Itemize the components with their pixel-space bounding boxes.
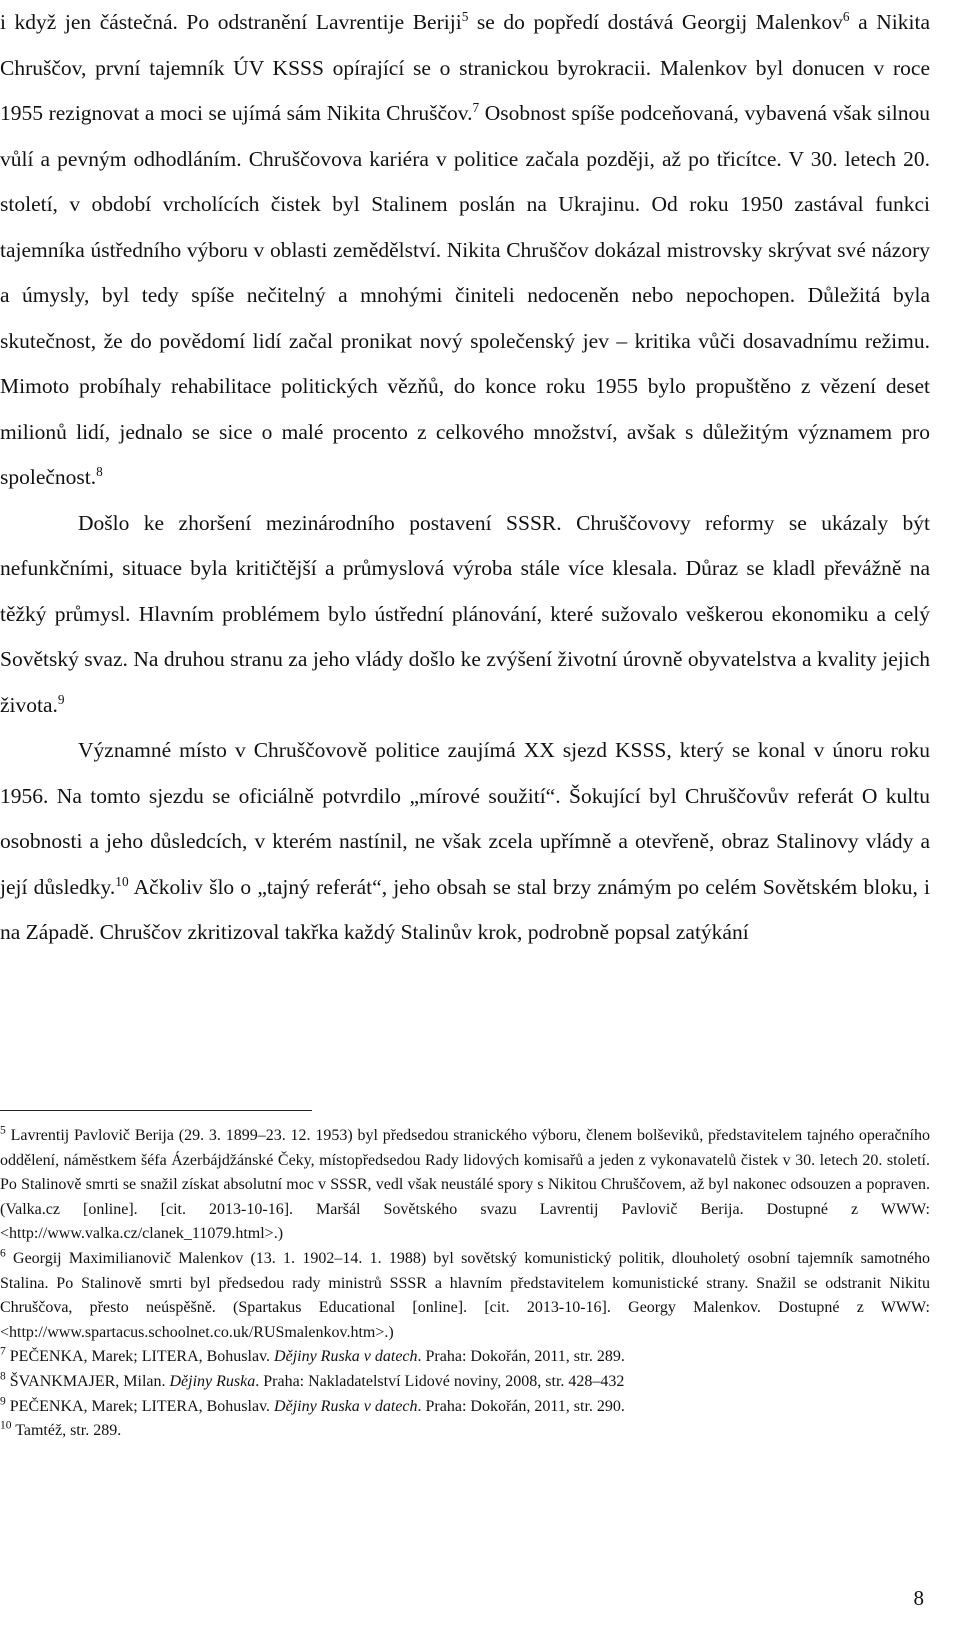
footnote-reference: 8 xyxy=(0,1370,6,1383)
body-paragraph xyxy=(0,501,930,729)
footnote-reference: 7 xyxy=(472,99,480,115)
footnote-reference: 5 xyxy=(0,1124,6,1137)
footnote-reference: 10 xyxy=(115,873,129,889)
footnote-reference: 9 xyxy=(57,691,65,707)
footnote-reference: 6 xyxy=(842,8,850,24)
text-run: Tamtéž, str. 289. xyxy=(11,1422,122,1440)
footnote-reference: 10 xyxy=(0,1419,12,1432)
text-run: Lavrentij Pavlovič Berija (29. 3. 1899–23. 12. 1953) byl předsedou stranického výboru, členem bolševiků, představitelem tajného operačního oddělení, náměstkem šéfa Ázerbájdžánské Čeky, místopředsedou Rady lidových komisařů a jeden z vykonavatelů čistek v 30. letech 20. století. Po Stalinově smrti se snažil získat absolutní moc v SSSR, vedl však neustálé spory s Nikitou Chruščovem, až byl nakonec odsouzen a popraven. (Valka.cz [online]. [cit. 2013-10-16]. Maršál Sovětského svazu Lavrentij Pavlovič Berija. Dostupné z WWW: <http://www.valka.cz/clanek_11079.html>.) xyxy=(0,1127,930,1243)
text-run: ŠVANKMAJER, Milan. xyxy=(5,1372,170,1390)
text-run: Významné místo v Chruščovově politice zaujímá XX sjezd KSSS, který se konal v únoru roku 1956. Na tomto sjezdu se oficiálně potvrdilo „mírové soužití“. Šokující byl Chruščovův referát O kultu osobnosti a jeho důsledcích, v kterém nastínil, ne však zcela upřímně a otevřeně, obraz Stalinovy vlády a její důsledky. xyxy=(0,738,930,899)
text-run: . Praha: Nakladatelství Lidové noviny, 2008, str. 428–432 xyxy=(255,1372,625,1390)
text-run: se do popředí dostává Georgij Malenkov xyxy=(468,10,843,34)
text-run: . Praha: Dokořán, 2011, str. 290. xyxy=(417,1397,625,1415)
text-run: PEČENKA, Marek; LITERA, Bohuslav. xyxy=(5,1348,275,1366)
footnote-reference: 8 xyxy=(96,463,103,479)
text-run: Osobnost spíše podceňovaná, vybavená však silnou vůlí a pevným odhodláním. Chruščovova kariéra v politice začala později, až po třicítce. V 30. letech 20. století, v období vrcholících čistek byl Stalinem poslán na Ukrajinu. Od roku 1950 zastával funkci tajemníka ústředního výboru v oblasti zemědělství. Nikita Chruščov dokázal mistrovsky skrývat své názory a úmysly, byl tedy spíše nečitelný a mnohými činiteli nedoceněn nebo nepochopen. Důležitá byla skutečnost, že do povědomí lidí začal pronikat nový společenský jev – kritika vůči dosavadnímu režimu. Mimoto probíhaly rehabilitace politických vězňů, do konce roku 1955 bylo propuštěno z vězení deset milionů lidí, jednalo se sice o malé procento z celkového množství, avšak s důležitým významem pro společnost. xyxy=(0,101,930,489)
text-run: a Nikita Chruščov, první tajemník ÚV KSSS opírající se o stranickou byrokracii. Malenkov byl donucen v roce 1955 rezignovat a moci se ujímá sám Nikita Chruščov. xyxy=(0,10,930,125)
body-paragraph xyxy=(0,0,930,501)
footnote xyxy=(0,1124,930,1247)
footnote-reference: 5 xyxy=(461,8,469,24)
text-run: Georgij Maximilianovič Malenkov (13. 1. 1902–14. 1. 1988) byl sovětský komunistický politik, dlouholetý osobní tajemník samotného Stalina. Po Stalinově smrti byl předsedou rady ministrů SSSR a hlavním představitelem komunistické strany. Snažil se odstranit Nikitu Chruščova, přesto neúspěšně. (Spartakus Educational [online]. [cit. 2013-10-16]. Georgy Malenkov. Dostupné z WWW: <http://www.spartacus.schoolnet.co.uk/RUSmalenkov.htm>.) xyxy=(0,1249,930,1341)
italic-title: Dějiny Ruska v datech xyxy=(274,1397,418,1415)
footnotes xyxy=(0,1124,930,1444)
footnote-reference: 9 xyxy=(0,1395,6,1408)
footnote xyxy=(0,1419,930,1444)
footnote xyxy=(0,1247,930,1345)
italic-title: Dějiny Ruska v datech xyxy=(274,1348,418,1366)
text-run: i když jen částečná. Po odstranění Lavrentije Beriji xyxy=(0,10,462,34)
body-paragraph xyxy=(0,728,930,956)
footnote-separator xyxy=(0,1110,312,1111)
text-run: Ačkoliv šlo o „tajný referát“, jeho obsah se stal brzy známým po celém Sovětském bloku, i na Západě. Chruščov zkritizoval takřka každý Stalinův krok, podrobně popsal zatýkání xyxy=(0,874,930,944)
text-run: . Praha: Dokořán, 2011, str. 289. xyxy=(417,1348,625,1366)
footnote xyxy=(0,1345,930,1370)
footnote xyxy=(0,1370,930,1395)
page-number: 8 xyxy=(913,1586,924,1610)
text-run: Došlo ke zhoršení mezinárodního postavení SSSR. Chruščovovy reformy se ukázaly být nefunkčními, situace byla kritičtější a průmyslová výroba stále více klesala. Důraz se kladl převážně na těžký průmysl. Hlavním problémem bylo ústřední plánování, které sužovalo veškerou ekonomiku a celý Sovětský svaz. Na druhou stranu za jeho vlády došlo ke zvýšení životní úrovně obyvatelstva a kvality jejich života. xyxy=(0,510,930,717)
footnote-reference: 7 xyxy=(0,1346,6,1359)
footnote-reference: 6 xyxy=(0,1247,6,1260)
footnote xyxy=(0,1395,930,1420)
text-run: PEČENKA, Marek; LITERA, Bohuslav. xyxy=(5,1397,275,1415)
italic-title: Dějiny Ruska xyxy=(169,1372,256,1390)
